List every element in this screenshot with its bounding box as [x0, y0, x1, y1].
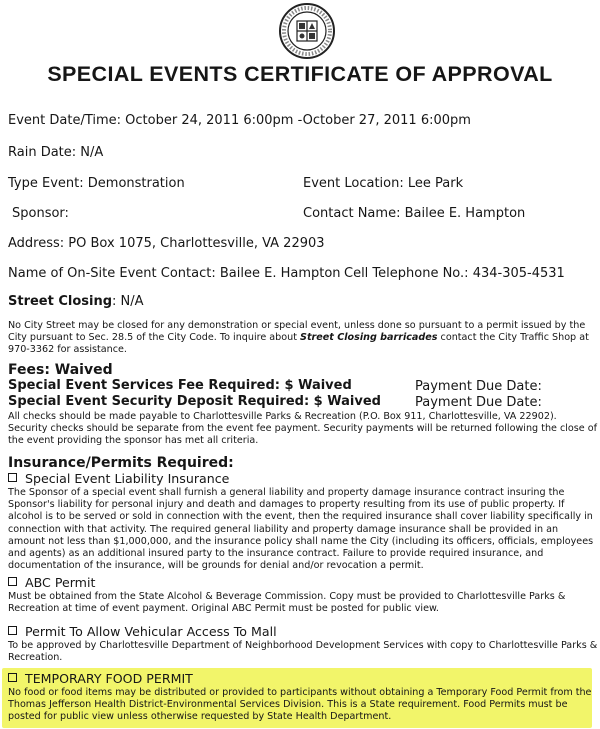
event-location-row	[303, 176, 463, 191]
onsite-contact-row	[8, 266, 341, 281]
type-event-row	[8, 176, 185, 191]
services-fee: Special Event Services Fee Required: $ Waived	[8, 378, 352, 393]
checkbox-icon	[8, 473, 17, 482]
liability-insurance-heading	[8, 471, 229, 486]
sponsor-row	[12, 206, 69, 221]
security-due-date: Payment Due Date:	[415, 395, 542, 410]
contact-name-value: Bailee E. Hampton	[404, 206, 526, 221]
cell-phone-row	[344, 266, 565, 281]
rain-date-row	[8, 145, 103, 160]
abc-permit-heading	[8, 575, 95, 590]
insurance-heading: Insurance/Permits Required:	[8, 455, 234, 471]
contact-name-row	[303, 206, 525, 221]
address-value: PO Box 1075, Charlottesville, VA 22903	[68, 236, 325, 251]
contact-name-label: Contact Name:	[303, 206, 401, 221]
rain-date-label: Rain Date:	[8, 145, 77, 160]
security-deposit: Special Event Security Deposit Required: $ Waived	[8, 394, 381, 409]
vehicular-permit-text: To be approved by Charlottesville Department of Neighborhood Development Services with copy to Charlottesville Parks & Recreation.	[8, 640, 598, 664]
event-location-label: Event Location:	[303, 176, 404, 191]
street-closing-label: Street Closing	[8, 294, 113, 309]
checkbox-icon	[8, 577, 17, 586]
cell-phone-label: Cell Telephone No.:	[344, 266, 469, 281]
type-event-value: Demonstration	[87, 176, 185, 191]
sponsor-label: Sponsor:	[12, 206, 69, 221]
event-location-value: Lee Park	[407, 176, 464, 191]
rain-date-value: N/A	[80, 145, 104, 160]
address-label: Address:	[8, 236, 65, 251]
address-row	[8, 236, 325, 251]
liability-insurance-text: The Sponsor of a special event shall furnish a general liability and property damage insurance contract insuring the Sponsor's liability for personal injury and death and damages to property resulting from its use of public property. If alcohol is to be served or sold in connection with the event, then the required insurance shall cover liability specifically in connection with that activity. The required general liability and property damage insurance shall be provided in an amount not less than $1,000,000, and the insurance policy shall name the City (including its officers, officials, employees and agents) as an additional insured party to the insurance contract. Failure to provide required insurance, and documentation of the insurance, will be grounds for denial and/or revocation a permit.	[8, 487, 594, 572]
services-due-date: Payment Due Date:	[415, 379, 542, 394]
street-closing-barricades: Street Closing barricades	[300, 332, 438, 344]
abc-permit-title: ABC Permit	[25, 575, 96, 590]
onsite-contact-label: Name of On-Site Event Contact:	[8, 266, 216, 281]
fees-label: Fees: Waived	[8, 362, 113, 378]
event-datetime-label: Event Date/Time:	[8, 113, 122, 128]
street-closing-row	[8, 294, 144, 309]
event-datetime-row	[8, 113, 471, 128]
vehicular-permit-heading	[8, 624, 277, 639]
type-event-label: Type Event:	[8, 176, 84, 191]
food-permit-text: No food or food items may be distributed or provided to participants without obtaining a Temporary Food Permit from the Thomas Jefferson Health District-Environmental Services Division. This is a State requirement. Food Permits must be posted for public view unless otherwise requested by State Health Department.	[8, 687, 592, 723]
food-permit-title: TEMPORARY FOOD PERMIT	[25, 671, 193, 686]
vehicular-permit-title: Permit To Allow Vehicular Access To Mall	[25, 624, 277, 639]
fees-note: All checks should be made payable to Charlottesville Parks & Recreation (P.O. Box 911, Charlottesville, VA 22902). Security checks should be separate from the event fee payment. Security payments will be returned following the close of the event providing the sponsor has met all criteria.	[8, 411, 597, 447]
city-seal-icon	[278, 2, 336, 60]
onsite-contact-value: Bailee E. Hampton	[219, 266, 341, 281]
street-closing-value: : N/A	[112, 294, 144, 309]
liability-insurance-title: Special Event Liability Insurance	[25, 471, 230, 486]
page-title: SPECIAL EVENTS CERTIFICATE OF APPROVAL	[47, 62, 553, 86]
cell-phone-value: 434-305-4531	[472, 266, 565, 281]
checkbox-icon	[8, 673, 17, 682]
checkbox-icon	[8, 626, 17, 635]
street-closing-text-1: No City Street may be closed for any demonstration or special event, unless done so pursuant to a permit issued by the City pursuant to Sec. 28.5 of the City Code. To inquire about	[8, 320, 586, 344]
event-datetime-value: October 24, 2011 6:00pm -October 27, 2011 6:00pm	[125, 113, 471, 128]
abc-permit-text: Must be obtained from the State Alcohol & Beverage Commission. Copy must be provided to Charlottesville Parks & Recreation at time of event payment. Original ABC Permit must be posted for public view.	[8, 591, 566, 615]
street-closing-text	[8, 320, 598, 357]
food-permit-heading	[8, 671, 193, 686]
street-closing-text-2: contact the City Traffic Shop at 970-3362 for assistance.	[8, 332, 589, 356]
